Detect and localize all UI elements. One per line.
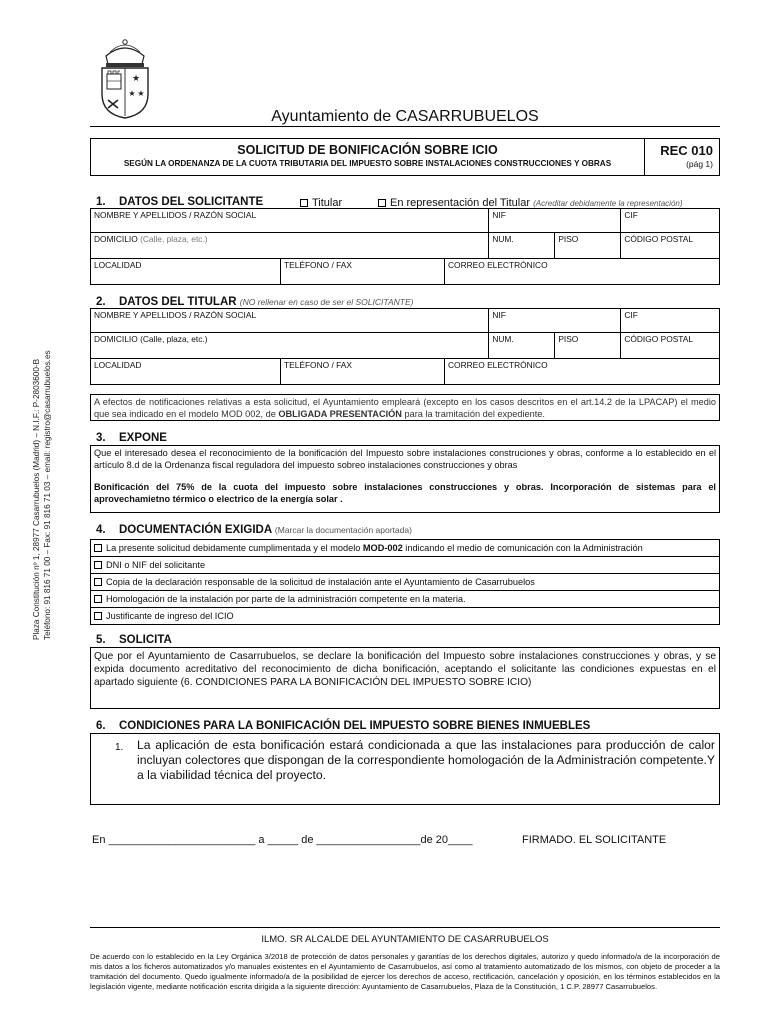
titular-domicilio-label: DOMICILIO (Calle, plaza, etc.): [94, 334, 208, 344]
notice-text-after: para la tramitación del expediente.: [401, 409, 545, 419]
section4-title: DOCUMENTACIÓN EXIGIDA: [119, 524, 272, 536]
titular-num-label: NUM.: [492, 334, 514, 344]
representacion-label: En representación del Titular: [390, 197, 531, 209]
doc-checkbox[interactable]: [94, 595, 102, 603]
section6-heading: [96, 720, 590, 732]
section1-number: 1.: [96, 196, 106, 208]
cp-label: CÓDIGO POSTAL: [624, 234, 694, 244]
form-header: [90, 138, 720, 176]
titular-piso-field[interactable]: [555, 333, 621, 359]
header-divider: [90, 126, 720, 127]
form-title: SOLICITUD DE BONIFICACIÓN SOBRE ICIO: [237, 143, 498, 157]
section5-title: SOLICITA: [119, 634, 172, 646]
doc-item[interactable]: [91, 591, 720, 608]
titular-nombre-label: NOMBRE Y APELLIDOS / RAZÓN SOCIAL: [94, 310, 257, 320]
correo-field[interactable]: [445, 259, 720, 285]
conditions-box: [90, 733, 720, 805]
section5-number: 5.: [96, 634, 106, 646]
titular-piso-label: PISO: [558, 334, 579, 344]
doc-checkbox[interactable]: [94, 578, 102, 586]
nombre-label: NOMBRE Y APELLIDOS / RAZÓN SOCIAL: [94, 210, 257, 220]
telefono-field[interactable]: [281, 259, 445, 285]
section6-title: CONDICIONES PARA LA BONIFICACIÓN DEL IMPUESTO SOBRE BIENES INMUEBLES: [119, 720, 591, 732]
section5-heading: [96, 634, 172, 646]
domicilio-field[interactable]: [91, 233, 489, 259]
titular-telefono-label: TELÉFONO / FAX: [284, 360, 352, 370]
sidebar-address-line: Plaza Constitución nº 1, 28977 Casarrubuelos (Madrid) – N.I.F.: P-2803600-B: [32, 358, 41, 640]
nombre-field[interactable]: [91, 209, 489, 233]
section2-heading: [96, 296, 413, 308]
nif-label: NIF: [492, 210, 506, 220]
titular-table: [90, 308, 720, 385]
section3-number: 3.: [96, 432, 106, 444]
titular-nombre-field[interactable]: [91, 309, 489, 333]
titular-label: Titular: [312, 197, 343, 209]
section4-number: 4.: [96, 524, 106, 536]
doc-checkbox[interactable]: [94, 544, 102, 552]
titular-nif-label: NIF: [492, 310, 506, 320]
representacion-note: (Acreditar debidamente la representación): [533, 199, 683, 208]
num-field[interactable]: [489, 233, 555, 259]
sidebar-contact-line: Teléfono: 91 816 71 00 – Fax: 91 816 71 03 – email: registro@casarrubuelos.es: [43, 350, 52, 640]
representacion-checkbox[interactable]: [378, 199, 386, 207]
nif-field[interactable]: [489, 209, 621, 233]
expone-text: Que el interesado desea el reconocimiento de la bonificación del Impuesto sobre instalaciones construciones y obras, conforme a lo establecido en el artículo 8.d de la Ordenanza fiscal reguladora del impuesto sobreo instalaciones construcciones y obras: [94, 448, 716, 470]
doc-item4-text: Homologación de la instalación por parte de la administración competente en la materia.: [106, 594, 466, 604]
piso-field[interactable]: [555, 233, 621, 259]
section3-title: EXPONE: [119, 432, 167, 444]
expone-bold-text: Bonificación del 75% de la cuota del impuesto sobre instalaciones construcciones y obras. Incorporación de sistemas para el aprovechamietno térmico o electrico de la energía solar .: [94, 482, 716, 504]
privacy-notice: De acuerdo con lo establecido en la Ley Orgánica 3/2018 de protección de datos personales y garantías de los derechos digitales, autorizo y quedo informado/a de la incorporación de mis datos a los ficheros automatizados y/o manuales existentes en el Ayuntamiento de Casarrubuelos, así como al tratamiento automatizado de los mismos, con objeto de proceder a la tramitación del documento. Quedo igualmente informado/a de la posibilidad de ejercer los derechos de acceso, rectificación, cancelación y oposición, en los términos establecidos en la legislación vigente, mediante notificación escrita dirigida a la siguiente dirección: Ayuntamiento de Casarrubuelos, Plaza de la Constitución, 1 C.P. 28977 Casarrubuelos.: [90, 952, 720, 991]
section4-note: (Marcar la documentación aportada): [274, 525, 412, 535]
condition-text: La aplicación de esta bonificación estará condicionada a que las instalaciones para producción de calor incluyan colectores que dispongan de la correspondiente homologación de la Administración competente.Y a la viabilidad técnica del proyecto.: [137, 738, 715, 782]
doc-item2-text: DNI o NIF del solicitante: [106, 560, 206, 570]
solicitante-table: [90, 208, 720, 285]
section2-note: (NO rellenar en caso de ser el SOLICITANTE): [239, 297, 414, 307]
titular-localidad-label: LOCALIDAD: [94, 360, 142, 370]
expone-box: [90, 445, 720, 513]
section2-title: DATOS DEL TITULAR: [119, 296, 237, 308]
municipality-title: Ayuntamiento de CASARRUBUELOS: [271, 108, 539, 125]
notice-text-bold: OBLIGADA PRESENTACIÓN: [278, 409, 402, 419]
telefono-label: TELÉFONO / FAX: [284, 260, 352, 270]
section1-title: DATOS DEL SOLICITANTE: [119, 196, 264, 208]
titular-cp-field[interactable]: [621, 333, 720, 359]
doc-item[interactable]: [91, 574, 720, 591]
doc-item3-text: Copia de la declaración responsable de la solicitud de instalación ante el Ayuntamiento de Casarrubuelos: [106, 577, 535, 587]
documentation-list: [90, 539, 720, 625]
titular-cif-field[interactable]: [621, 309, 720, 333]
doc-checkbox[interactable]: [94, 561, 102, 569]
titular-telefono-field[interactable]: [281, 359, 445, 385]
section3-heading: [96, 432, 167, 444]
place-date-line[interactable]: En ________________________ a _____ de _________________de 20____: [92, 834, 473, 846]
addressee: ILMO. SR ALCALDE DEL AYUNTAMIENTO DE CASARRUBUELOS: [261, 934, 549, 945]
solicita-text: Que por el Ayuntamiento de Casarrubuelos, se declare la bonificación del Impuesto sobre instalaciones construcciones y obras, y se expida documento acreditativo del reconocimiento de dicha bonificación, aceptando el solicitante las condiciones expuestas en el apartado siguiente (6. CONDICIONES PARA LA BONIFICACIÓN DEL IMPUESTO SOBRE ICIO): [94, 651, 716, 688]
section1-heading: [96, 196, 263, 208]
sidebar-address: [31, 310, 53, 640]
titular-domicilio-field[interactable]: [91, 333, 489, 359]
form-page: (pág 1): [686, 159, 713, 169]
notice-text-before: A efectos de notificaciones relativas a esta solicitud, el Ayuntamiento empleará (excepto en los casos descritos en el art.14.2 de la LPACAP) el medio que sea indicado en el modelo MOD 002, de: [94, 397, 716, 419]
form-subtitle: SEGÚN LA ORDENANZA DE LA CUOTA TRIBUTARIA DEL IMPUESTO SOBRE INSTALACIONES CONSTRUCCIONES Y OBRAS: [123, 159, 612, 168]
titular-cif-label: CIF: [624, 310, 638, 320]
form-code: REC 010: [660, 143, 713, 158]
cif-field[interactable]: [621, 209, 720, 233]
titular-correo-field[interactable]: [445, 359, 720, 385]
titular-nif-field[interactable]: [489, 309, 621, 333]
svg-text:★: ★: [137, 89, 145, 98]
notification-notice: [90, 394, 720, 421]
section4-heading: [96, 524, 412, 536]
doc-item1-bold: MOD-002: [362, 543, 403, 553]
titular-checkbox[interactable]: [300, 199, 308, 207]
svg-text:★: ★: [131, 73, 141, 83]
localidad-field[interactable]: [91, 259, 281, 285]
solicita-box: [90, 647, 720, 709]
section2-number: 2.: [96, 296, 106, 308]
localidad-label: LOCALIDAD: [94, 260, 142, 270]
titular-num-field[interactable]: [489, 333, 555, 359]
cp-field[interactable]: [621, 233, 720, 259]
titular-localidad-field[interactable]: [91, 359, 281, 385]
domicilio-hint: (Calle, plaza, etc.): [140, 234, 208, 244]
footer-divider: [90, 927, 720, 928]
section6-number: 6.: [96, 720, 106, 732]
condition-number: 1.: [115, 742, 124, 753]
svg-text:★: ★: [128, 89, 136, 98]
doc-item1-before: La presente solicitud debidamente cumplimentada y el modelo: [106, 543, 363, 553]
signer-label: FIRMADO. EL SOLICITANTE: [522, 834, 667, 846]
correo-label: CORREO ELECTRÓNICO: [448, 260, 548, 270]
doc-item1-after: indicando el medio de comunicación con la Administración: [402, 543, 643, 553]
doc-checkbox[interactable]: [94, 612, 102, 620]
doc-item5-text: Justificante de ingreso del ICIO: [106, 611, 234, 621]
piso-label: PISO: [558, 234, 579, 244]
titular-cp-label: CÓDIGO POSTAL: [624, 334, 694, 344]
doc-item[interactable]: [91, 557, 720, 574]
doc-item[interactable]: [91, 608, 720, 625]
cif-label: CIF: [624, 210, 638, 220]
titular-correo-label: CORREO ELECTRÓNICO: [448, 360, 548, 370]
doc-item[interactable]: [91, 540, 720, 557]
num-label: NUM.: [492, 234, 514, 244]
domicilio-label: DOMICILIO: [94, 234, 138, 244]
